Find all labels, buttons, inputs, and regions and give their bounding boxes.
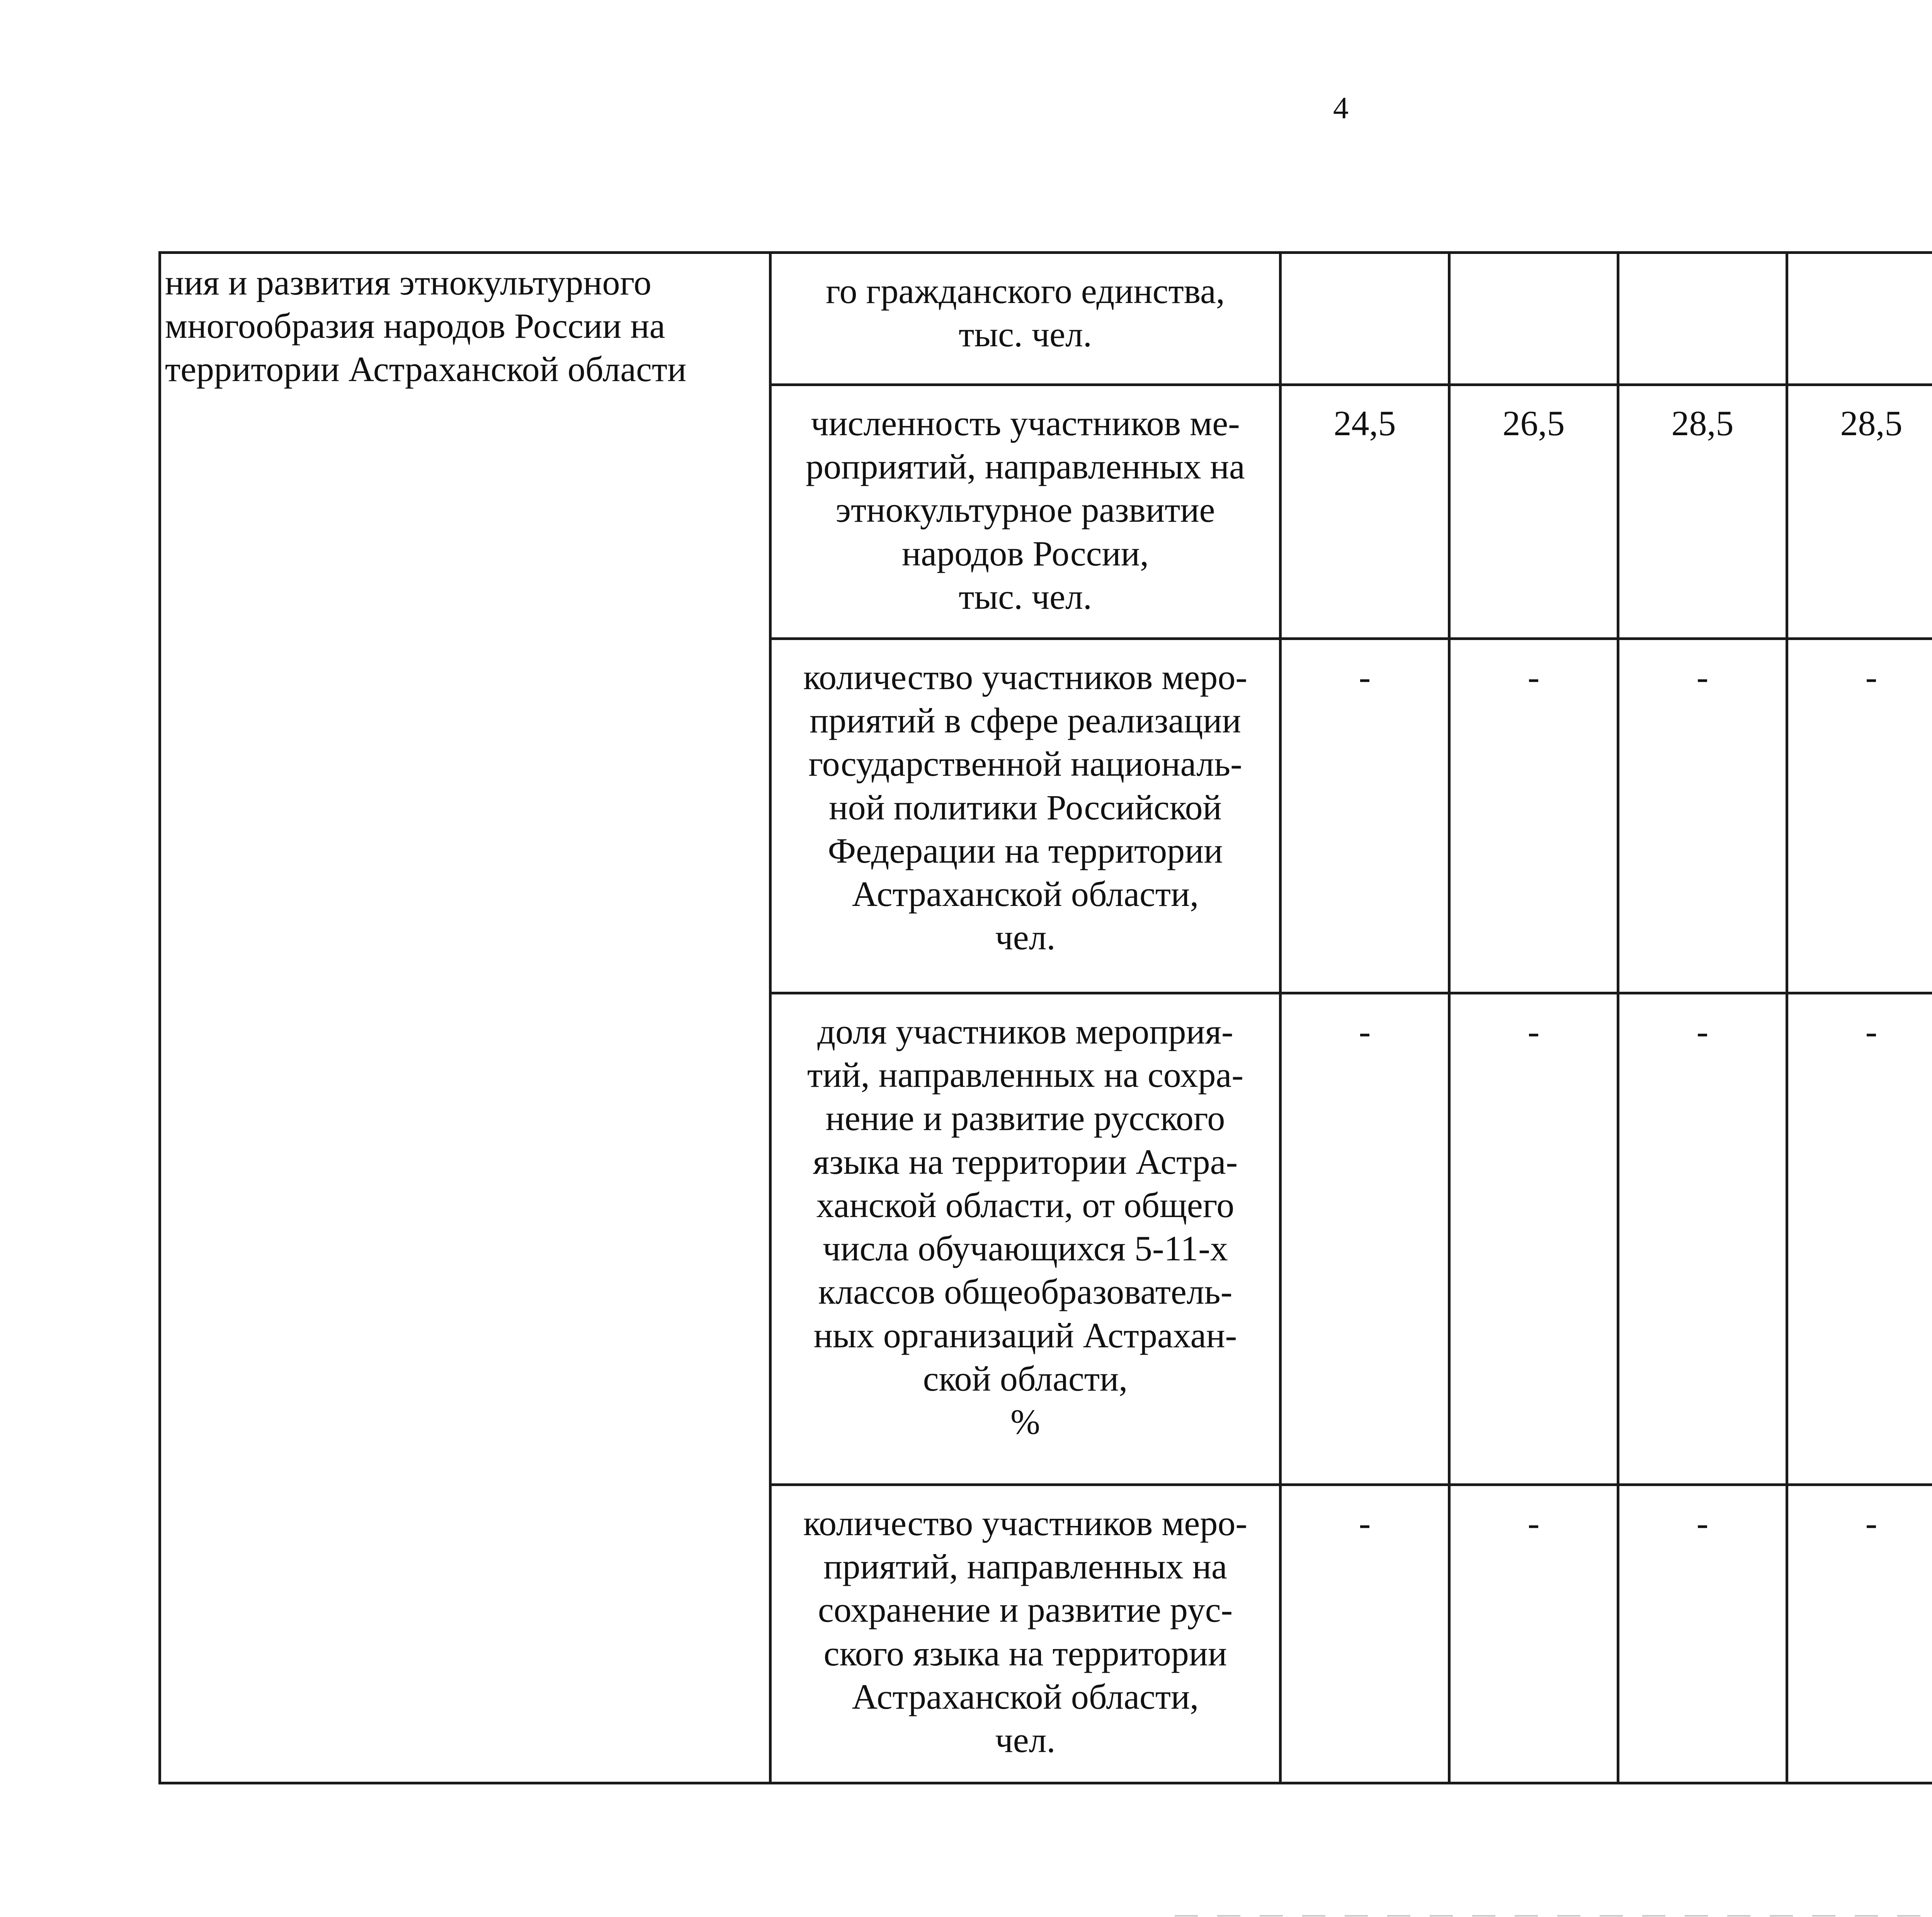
value-cell: - (1449, 993, 1618, 1485)
indicator-cell (770, 253, 1281, 385)
goal-text-line: многообразия народов России на (165, 306, 665, 346)
indicator-text-line: Астраханской области, (852, 1677, 1199, 1716)
indicator-text-line: этнокультурное развитие (835, 490, 1215, 530)
indicator-text-line: количество участников меро- (803, 1503, 1247, 1543)
indicator-text-line: го гражданского единства, (826, 271, 1225, 311)
indicator-cell (770, 1485, 1281, 1783)
page-number: 4 (1333, 91, 1349, 125)
indicator-text-line: % (1010, 1402, 1040, 1442)
value-cell (1618, 253, 1787, 385)
indicator-text-line: тыс. чел. (959, 577, 1092, 616)
value-cell: - (1787, 1485, 1932, 1783)
indicator-text-line: Федерации на территории (828, 831, 1223, 870)
value-cell (1281, 253, 1449, 385)
indicator-text-line: ной политики Российской (829, 787, 1222, 827)
indicator-text-line: тыс. чел. (959, 315, 1092, 354)
indicator-text-line: сохранение и развитие рус- (818, 1590, 1233, 1630)
indicator-text-line: языка на территории Астра- (813, 1142, 1238, 1182)
value-cell: 28,5 (1787, 385, 1932, 639)
indicator-text-line: тий, направленных на сохра- (807, 1055, 1243, 1095)
value-cell (1449, 253, 1618, 385)
indicator-text-line: ханской области, от общего (816, 1185, 1235, 1225)
table-row (160, 253, 1932, 385)
indicator-text-line: народов России, (902, 533, 1149, 573)
value-cell: - (1281, 1485, 1449, 1783)
value-cell: - (1787, 993, 1932, 1485)
value-cell: - (1618, 639, 1787, 993)
indicator-text-line: Астраханской области, (852, 874, 1199, 914)
value-cell: - (1787, 639, 1932, 993)
goal-text-line: территории Астраханской области (165, 349, 687, 389)
value-cell: 28,5 (1618, 385, 1787, 639)
value-cell: - (1618, 993, 1787, 1485)
indicator-text-line: числа обучающихся 5-11-х (823, 1229, 1228, 1268)
value-cell: - (1449, 639, 1618, 993)
indicator-text-line: ных организаций Астрахан- (813, 1315, 1237, 1355)
indicator-text-line: нение и развитие русского (825, 1098, 1225, 1138)
indicator-text-line: приятий, направленных на (823, 1547, 1227, 1587)
value-cell (1787, 253, 1932, 385)
indicator-text-line: государственной националь- (808, 744, 1242, 784)
indicator-cell (770, 993, 1281, 1485)
goal-cell (160, 253, 770, 1783)
indicator-text-line: приятий в сфере реализации (810, 701, 1241, 741)
value-cell: - (1281, 639, 1449, 993)
value-cell: 24,5 (1281, 385, 1449, 639)
indicators-table (158, 251, 1932, 1784)
value-cell: 26,5 (1449, 385, 1618, 639)
indicator-text-line: доля участников мероприя- (817, 1012, 1233, 1051)
indicator-text-line: чел. (995, 918, 1056, 957)
indicator-text-line: численность участников ме- (811, 403, 1240, 443)
indicator-cell (770, 385, 1281, 639)
value-cell: - (1449, 1485, 1618, 1783)
indicator-text-line: ской области, (923, 1359, 1128, 1398)
indicator-text-line: количество участников меро- (803, 657, 1247, 697)
indicator-text-line: классов общеобразователь- (818, 1272, 1233, 1312)
indicator-text-line: роприятий, направленных на (806, 447, 1245, 487)
goal-text-line: ния и развития этнокультурного (165, 263, 651, 302)
indicator-cell (770, 639, 1281, 993)
indicator-text-line: чел. (995, 1720, 1056, 1760)
indicator-text-line: ского языка на территории (823, 1633, 1227, 1673)
value-cell: - (1281, 993, 1449, 1485)
value-cell: - (1618, 1485, 1787, 1783)
scan-artifact-line (1175, 1915, 1932, 1917)
